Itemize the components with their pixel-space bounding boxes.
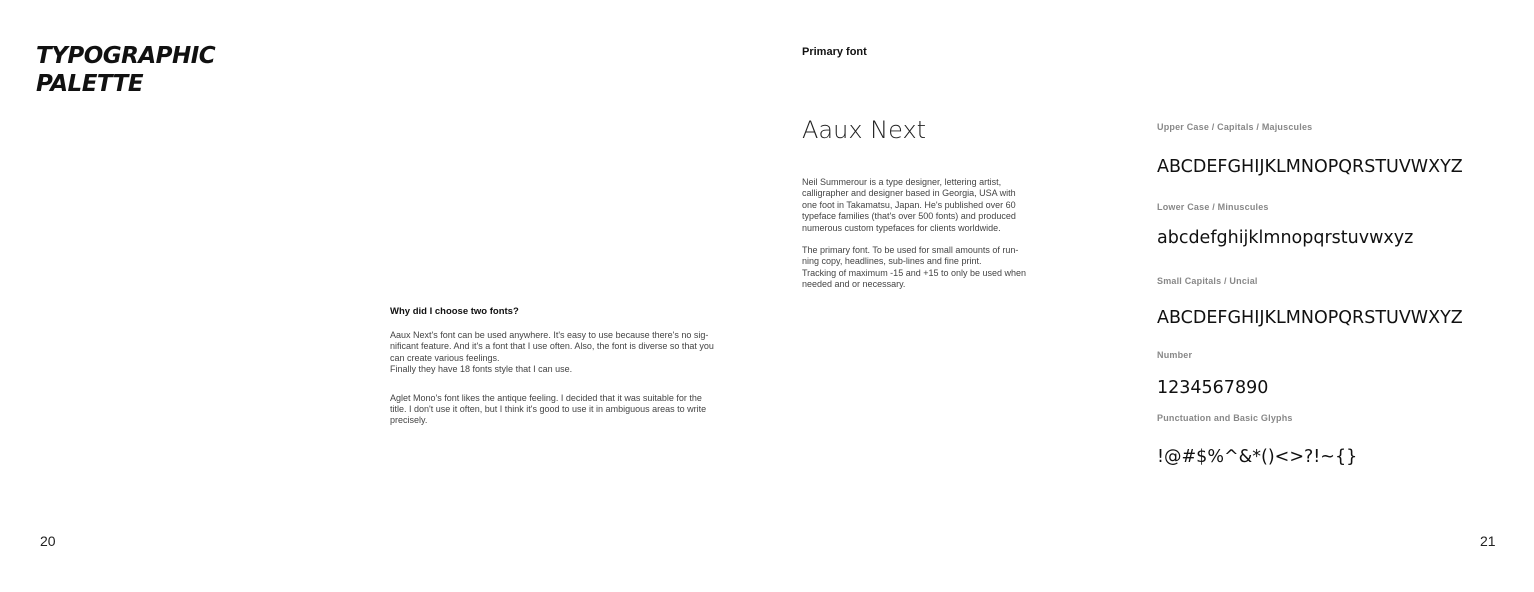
why-paragraph: Aglet Mono's font likes the antique feeling. I decided that it was suitable for the title. I don't use it often, but I think it's good to use it in ambiguous areas to write precisely. [390, 392, 707, 426]
page-number-right: 21 [1480, 533, 1496, 549]
glyph-set-label: Lower Case / Minuscules [1157, 202, 1269, 212]
glyph-set-sample: !@#$%^&*()<>?!~{} [1157, 447, 1358, 467]
why-heading: Why did I choose two fonts? [390, 306, 519, 317]
font-description [802, 177, 1034, 302]
page-title: TYPOGRAPHIC PALETTE [36, 43, 216, 97]
glyph-set-sample: ABCDEFGHIJKLMNOPQRSTUVWXYZ [1157, 308, 1463, 328]
glyph-set-label: Number [1157, 350, 1193, 360]
glyph-set-label: Upper Case / Capitals / Majuscules [1157, 122, 1313, 132]
glyph-set-sample: 1234567890 [1157, 378, 1269, 398]
why-body [390, 330, 720, 444]
why-paragraph: Aaux Next's font can be used anywhere. It's easy to use because there's no sig- nificant feature. And it's a font that I use often. Also, the font is diverse so that you can create various feelings. Finally they have 18 fonts style that I can use. [390, 330, 714, 375]
page-number-left: 20 [40, 533, 56, 549]
glyph-set-sample: ABCDEFGHIJKLMNOPQRSTUVWXYZ [1157, 157, 1463, 177]
glyph-set-sample: abcdefghijklmnopqrstuvwxyz [1157, 228, 1414, 248]
section-label: Primary font [802, 46, 867, 58]
description-paragraph: The primary font. To be used for small amounts of run- ning copy, headlines, sub-lines and fine print. Tracking of maximum -15 and +15 to only be used when needed and or necessary. [802, 245, 1027, 290]
font-name: Aaux Next [802, 116, 927, 144]
glyph-set-label: Punctuation and Basic Glyphs [1157, 413, 1293, 423]
glyph-set-label: Small Capitals / Uncial [1157, 276, 1258, 286]
description-paragraph: Neil Summerour is a type designer, lettering artist, calligrapher and designer based in Georgia, USA with one foot in Takamatsu, Japan. He's published over 60 typeface families (that's over 500 fonts) and produced numerous custom typefaces for clients worldwide. [802, 177, 1016, 233]
